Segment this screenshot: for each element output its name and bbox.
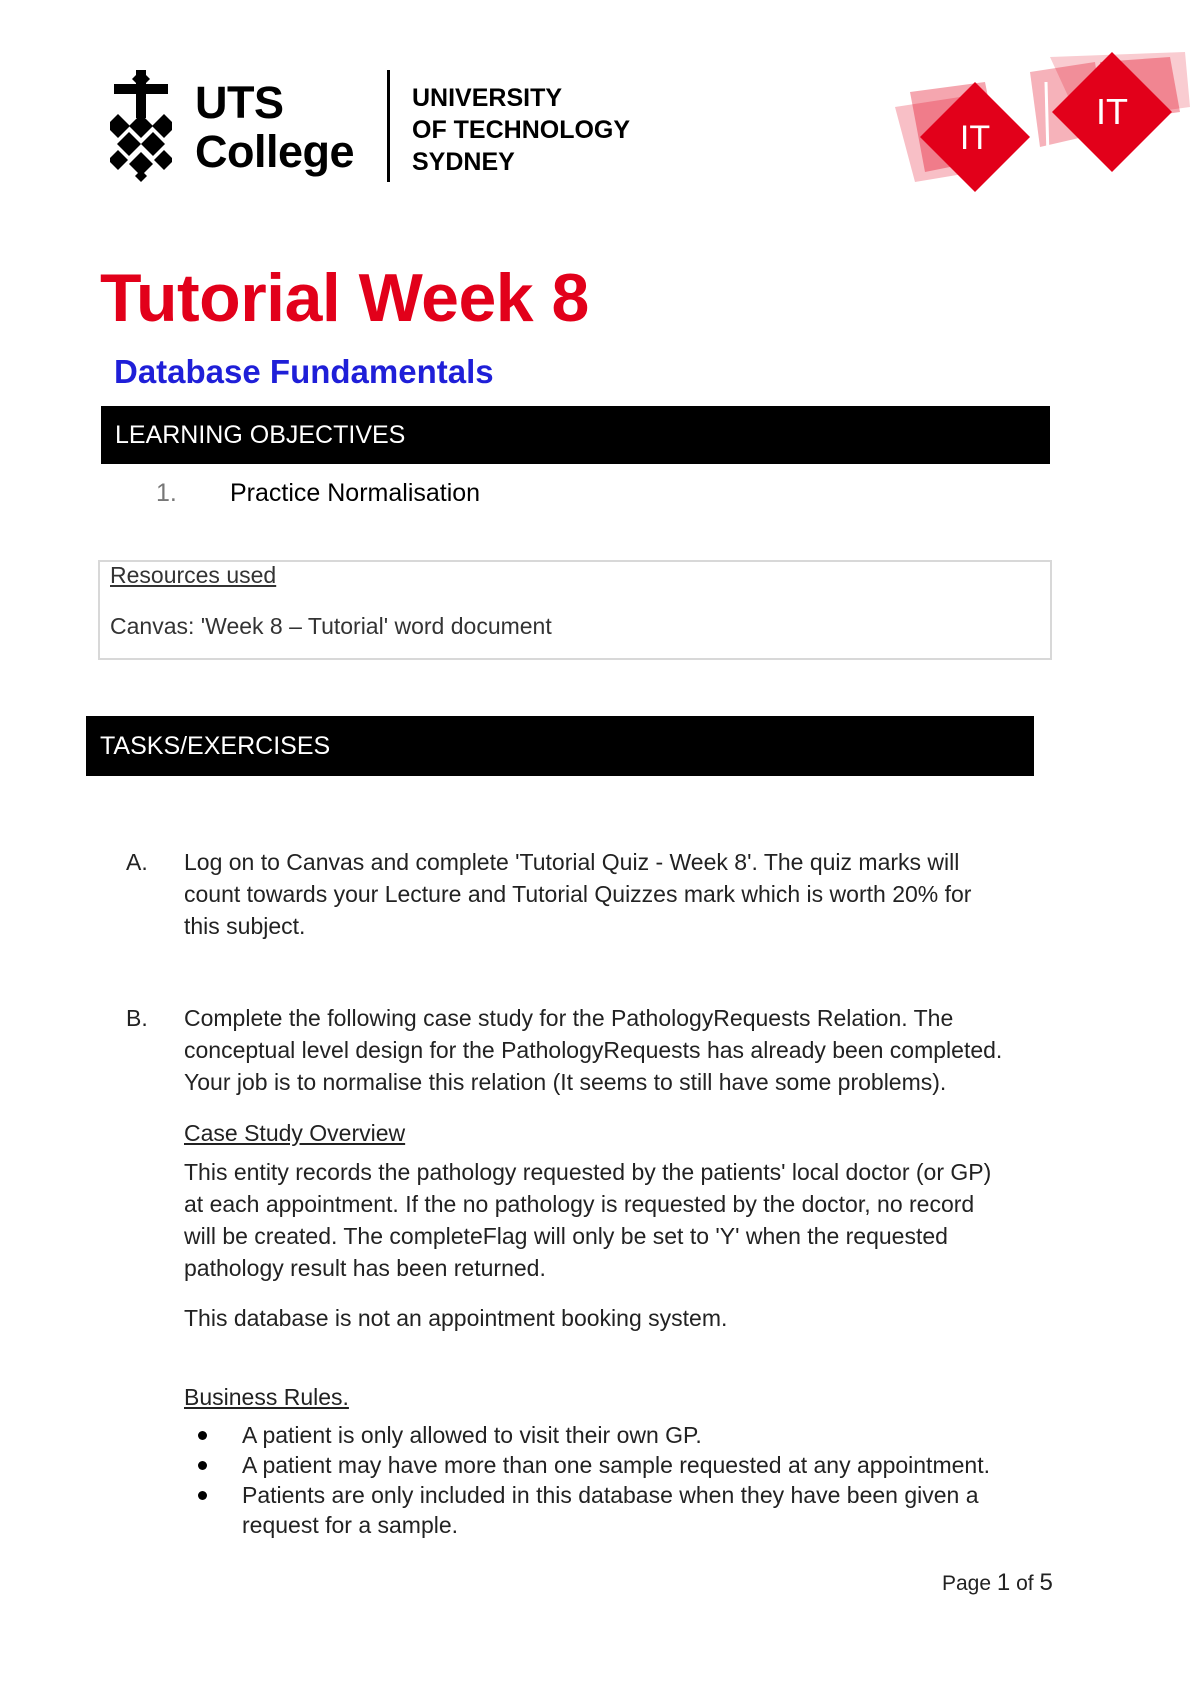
task-a-line2: count towards your Lecture and Tutorial Quizzes mark which is worth 20% for [184, 881, 972, 907]
it-label-right: IT [1096, 91, 1128, 132]
university-line2: OF TECHNOLOGY [412, 116, 631, 144]
case-study-note: This database is not an appointment booking system. [184, 1305, 728, 1331]
university-line1: UNIVERSITY [412, 84, 563, 112]
business-rule-text: A patient is only allowed to visit their own GP. [242, 1422, 702, 1448]
page-footer [942, 1568, 1053, 1599]
task-b-line3: Your job is to normalise this relation (It seems to still have some problems). [184, 1069, 947, 1095]
business-rule-text: Patients are only included in this database when they have been given a request for a sample. [242, 1482, 979, 1538]
business-rules-heading: Business Rules. [184, 1384, 349, 1410]
resources-text: Canvas: 'Week 8 – Tutorial' word document [110, 613, 552, 639]
resources-heading: Resources used [110, 562, 277, 588]
learning-objectives-heading: LEARNING OBJECTIVES [101, 406, 1050, 464]
university-name [412, 82, 630, 178]
business-rule-item [198, 1450, 1098, 1480]
business-rule-item [198, 1480, 1098, 1540]
university-line3: SYDNEY [412, 148, 515, 176]
document-subtitle: Database Fundamentals [114, 353, 494, 390]
task-b-line2: conceptual level design for the PathologyRequests has already been completed. [184, 1037, 1003, 1063]
it-label-left: IT [959, 119, 991, 157]
case-study-line3: will be created. The completeFlag will only be set to 'Y' when the requested [184, 1223, 948, 1249]
task-a-line1: Log on to Canvas and complete 'Tutorial Quiz - Week 8'. The quiz marks will [184, 849, 960, 875]
bullet-icon [198, 1461, 207, 1470]
tasks-heading: TASKS/EXERCISES [86, 716, 1034, 776]
uts-word-line2: College [195, 126, 355, 177]
case-study-line1: This entity records the pathology requested by the patients' local doctor (or GP) [184, 1159, 992, 1185]
bullet-icon [198, 1491, 207, 1500]
case-study-line2: at each appointment. If the no pathology is requested by the doctor, no record [184, 1191, 975, 1217]
bullet-icon [198, 1431, 207, 1440]
case-study-line4: pathology result has been returned. [184, 1255, 546, 1281]
task-b-text [184, 1002, 1064, 1098]
uts-word-line1: UTS [195, 77, 284, 128]
document-title: Tutorial Week 8 [100, 260, 589, 336]
case-study-body [184, 1156, 1064, 1284]
of-word: of [1016, 1572, 1034, 1595]
task-a-text [184, 846, 1064, 942]
total-pages: 5 [1039, 1569, 1053, 1596]
logo-divider [387, 70, 390, 182]
page-number: 1 [996, 1569, 1011, 1596]
objective-number: 1. [156, 479, 177, 507]
task-a-letter: A. [126, 849, 148, 875]
task-b-line1: Complete the following case study for the PathologyRequests Relation. The [184, 1005, 954, 1031]
case-study-heading: Case Study Overview [184, 1120, 406, 1146]
page-word: Page [942, 1572, 992, 1595]
business-rule-item [198, 1420, 1098, 1450]
task-a-line3: this subject. [184, 913, 306, 939]
uts-college-wordmark [195, 78, 354, 176]
business-rule-text: A patient may have more than one sample requested at any appointment. [242, 1452, 990, 1478]
objective-text: Practice Normalisation [230, 479, 481, 507]
uts-college-emblem-icon [110, 70, 172, 182]
it-faculty-logo [890, 52, 1190, 212]
task-b-letter: B. [126, 1005, 148, 1031]
